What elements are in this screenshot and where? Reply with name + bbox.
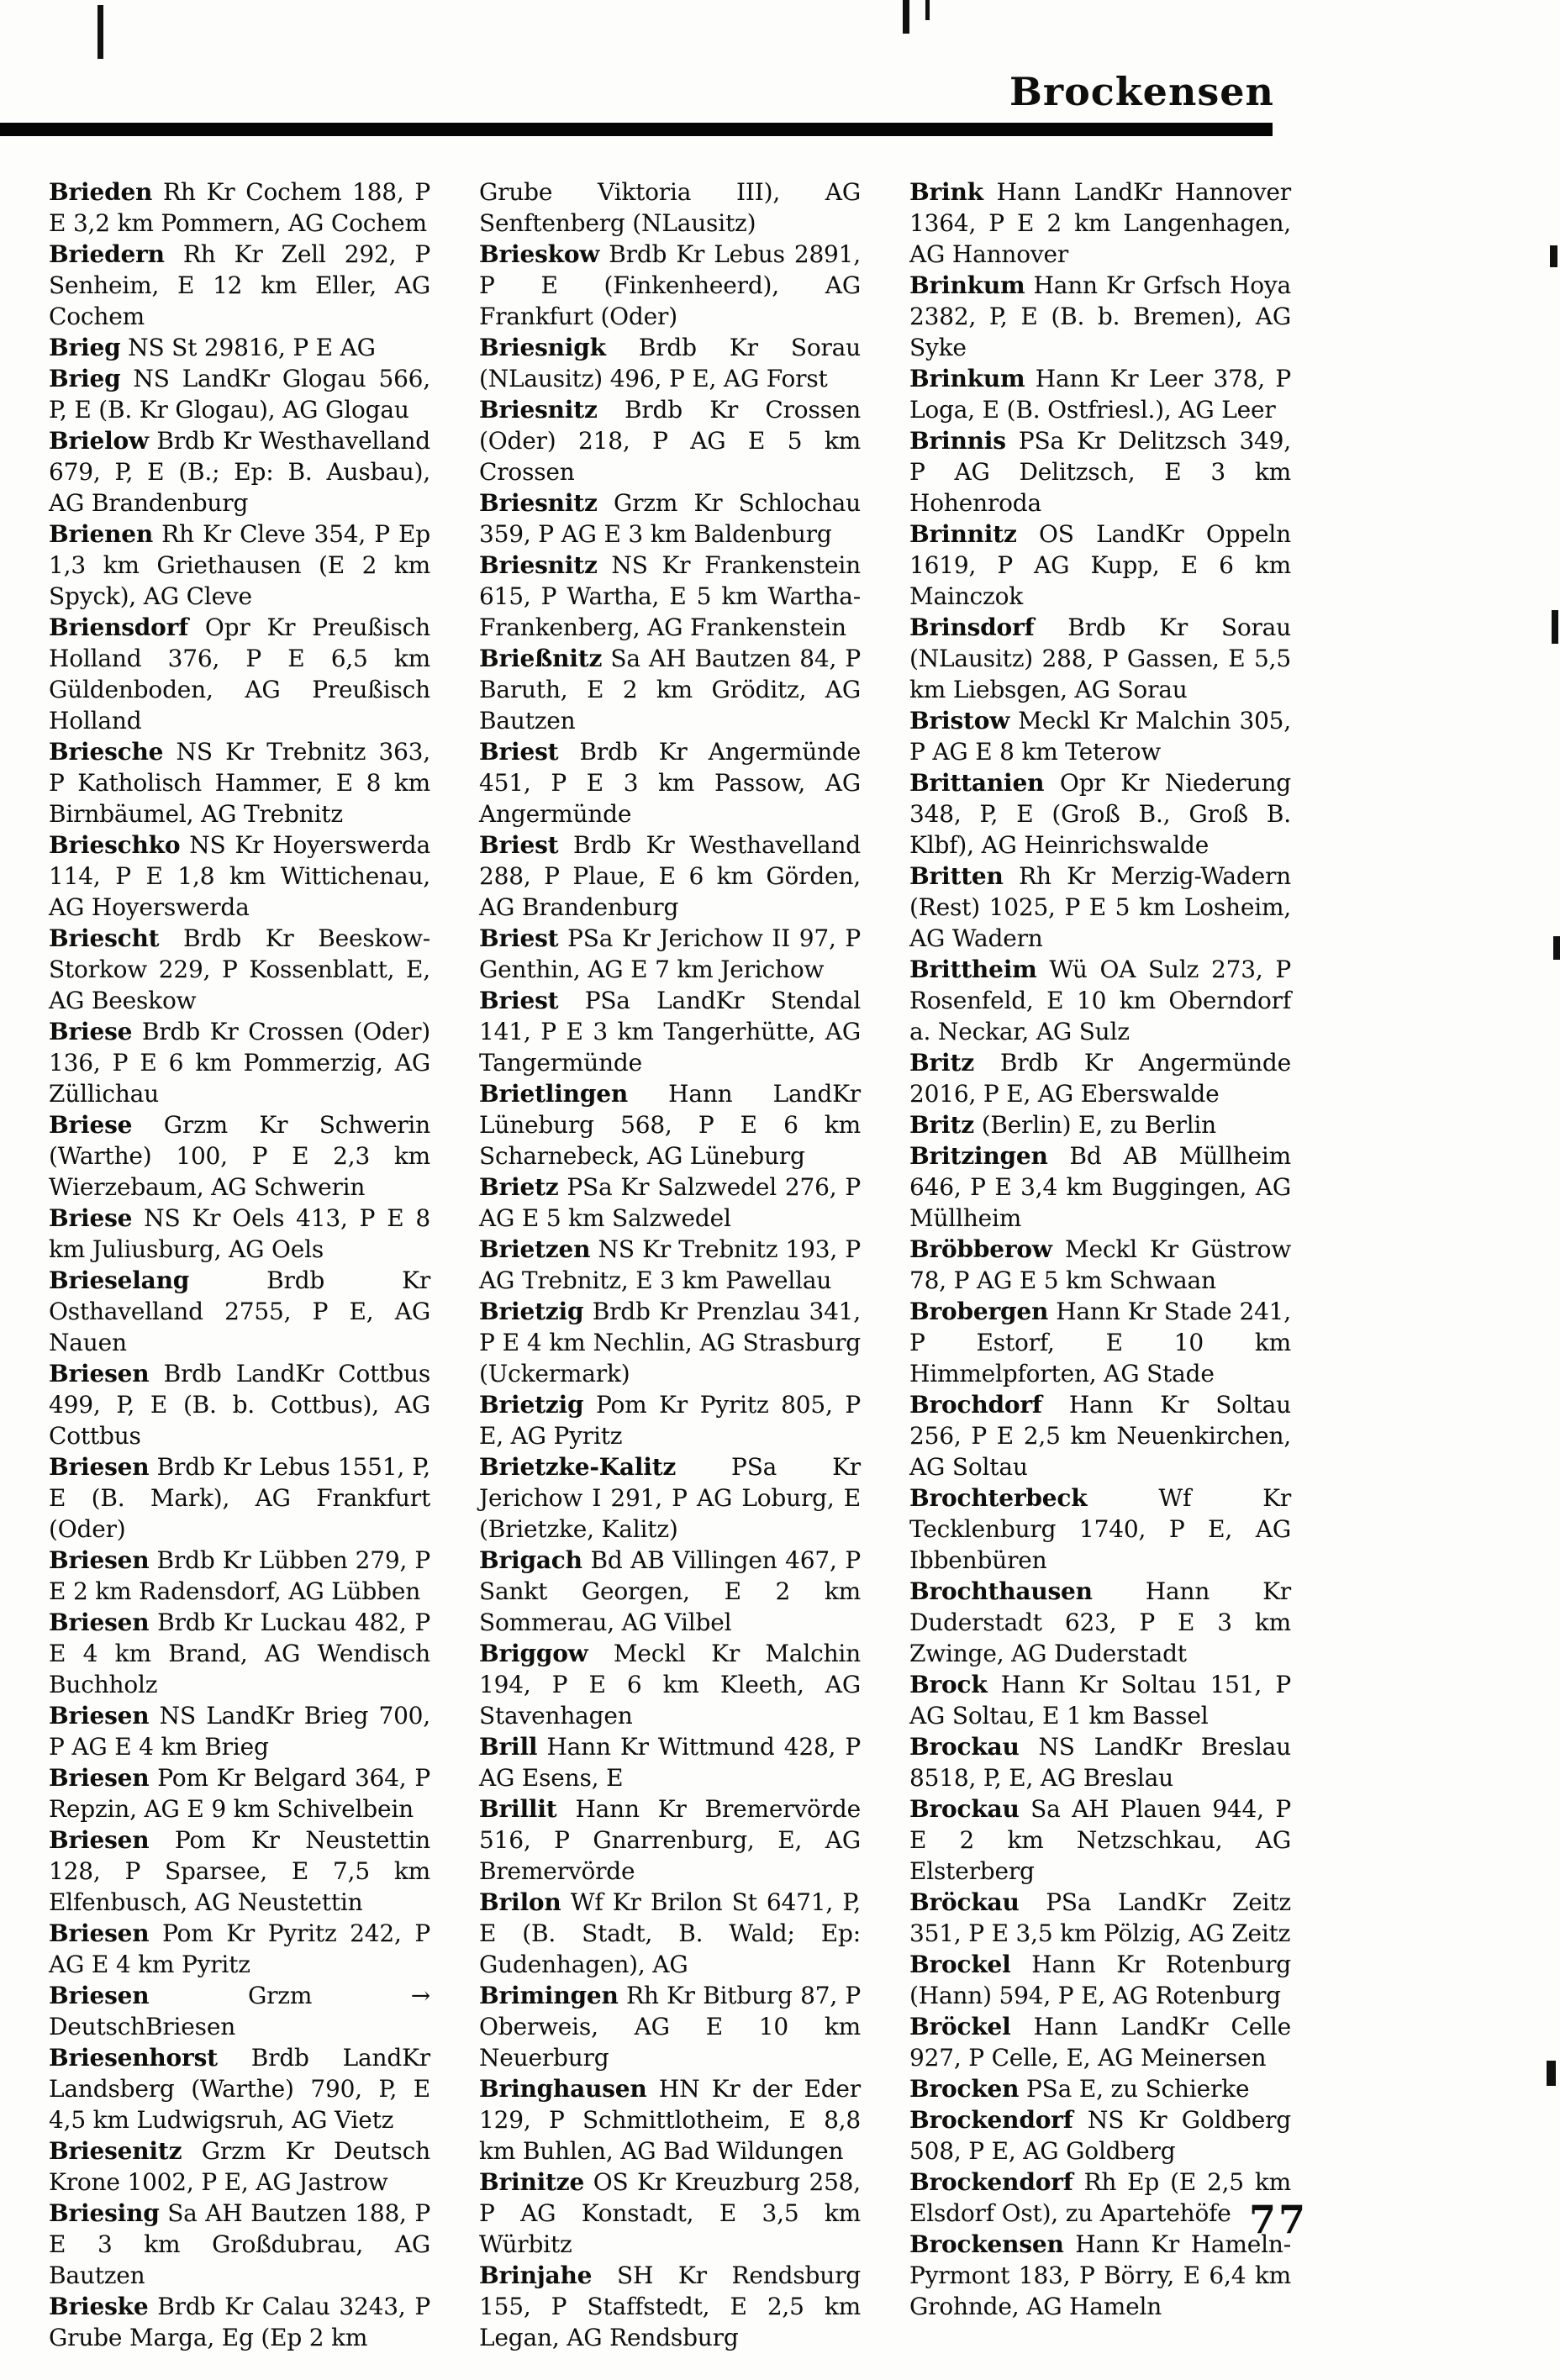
gazetteer-entry: Britz (Berlin) E, zu Berlin [909,1111,1217,1139]
entry-headword: Brinitze [479,2168,585,2196]
gazetteer-entry: Brietzig Pom Kr Pyritz 805, P E, AG Pyritz [479,1391,861,1450]
gazetteer-entry: Brill Hann Kr Wittmund 428, P AG Esens, E [479,1733,861,1792]
gazetteer-entry: Briesnitz NS Kr Frankenstein 615, P Wartha, E 5 km Wartha-Frankenberg, AG Frankenstein [479,551,861,641]
gazetteer-entry: Bristow Meckl Kr Malchin 305, P AG E 8 km Teterow [909,707,1291,766]
gazetteer-entry: Brieden Rh Kr Cochem 188, P E 3,2 km Pommern, AG Cochem [49,178,430,237]
scan-artifact [925,0,930,20]
entry-headword: Brieselang [49,1266,190,1294]
entry-headword: Bröckau [909,1888,1020,1916]
gazetteer-entry: Brockau Sa AH Plauen 944, P E 2 km Netzschkau, AG Elsterberg [909,1795,1291,1885]
entry-headword: Brochdorf [909,1391,1042,1419]
entry-headword: Britzingen [909,1142,1048,1170]
entry-headword: Brienen [49,520,153,548]
gazetteer-entry: Briese NS Kr Oels 413, P E 8 km Juliusburg, AG Oels [49,1204,430,1263]
entry-headword: Briest [479,831,559,859]
entry-headword: Brigach [479,1546,582,1574]
gazetteer-entry: Brinjahe SH Kr Rendsburg 155, P Staffstedt, E 2,5 km Legan, AG Rendsburg [479,2262,861,2351]
gazetteer-entry: Briesnitz Brdb Kr Crossen (Oder) 218, P AG E 5 km Crossen [479,396,861,486]
entry-headword: Briescht [49,924,160,952]
gazetteer-entry: Brietzen NS Kr Trebnitz 193, P AG Trebnitz, E 3 km Pawellau [479,1235,861,1294]
entry-headword: Bröbberow [909,1235,1052,1263]
gazetteer-entry: Brieg NS St 29816, P E AG [49,334,376,361]
entry-headword: Briesing [49,2199,160,2227]
header-rule [0,123,1273,136]
entry-headword: Brietzig [479,1391,584,1419]
entry-headword: Brietzen [479,1235,591,1263]
gazetteer-entry: Brock Hann Kr Soltau 151, P AG Soltau, E 1 km Bassel [909,1671,1291,1730]
entry-headword: Briesen [49,1609,150,1636]
scan-artifact [1547,2061,1556,2086]
page-number: 77 [1249,2197,1309,2242]
entry-headword: Briensdorf [49,613,189,641]
gazetteer-entry: Briesnitz Grzm Kr Schlochau 359, P AG E 3 km Baldenburg [479,489,861,548]
entry-headword: Briesenitz [49,2137,182,2165]
gazetteer-entry: Brockel Hann Kr Rotenburg (Hann) 594, P E, AG Rotenburg [909,1951,1291,2009]
gazetteer-entry: Brockensen Hann Kr Hameln-Pyrmont 183, P Börry, E 6,4 km Grohnde, AG Hameln [909,2230,1291,2320]
entry-headword: Bröckel [909,2013,1011,2040]
scan-artifact [98,5,103,59]
entry-headword: Brinsdorf [909,613,1035,641]
entry-headword: Briest [479,738,559,766]
entry-headword: Briese [49,1204,133,1232]
entry-headword: Britz [909,1111,974,1139]
entry-headword: Brinkum [909,365,1025,392]
entry-headword: Brochterbeck [909,1484,1088,1512]
entry-headword: Brockendorf [909,2106,1073,2134]
entry-headword: Briesen [49,1919,150,1947]
gazetteer-entry: Briest PSa LandKr Stendal 141, P E 3 km Tangerhütte, AG Tangermünde [479,987,861,1077]
gazetteer-entry: Bröckel Hann LandKr Celle 927, P Celle, E, AG Meinersen [909,2013,1291,2072]
gazetteer-entry: Brimingen Rh Kr Bitburg 87, P Oberweis, AG E 10 km Neuerburg [479,1982,861,2072]
gazetteer-entry: Brocken PSa E, zu Schierke [909,2075,1250,2103]
gazetteer-entry: Brinitze OS Kr Kreuzburg 258, P AG Konstadt, E 3,5 km Würbitz [479,2168,861,2258]
gazetteer-entry: Briesen Brdb Kr Luckau 482, P E 4 km Brand, AG Wendisch Buchholz [49,1609,430,1698]
gazetteer-entry: Briesenhorst Brdb LandKr Landsberg (Warthe) 790, P, E 4,5 km Ludwigsruh, AG Vietz [49,2044,430,2134]
gazetteer-entry: Briest PSa Kr Jerichow II 97, P Genthin, AG E 7 km Jerichow [479,924,861,983]
gazetteer-entry: Brinkum Hann Kr Grfsch Hoya 2382, P, E (B. b. Bremen), AG Syke [909,271,1291,361]
gazetteer-entry: Brockau NS LandKr Breslau 8518, P, E, AG Breslau [909,1733,1291,1792]
gazetteer-entry: Briesen Brdb Kr Lebus 1551, P, E (B. Mark), AG Frankfurt (Oder) [49,1453,430,1543]
gazetteer-entry: Bröckau PSa LandKr Zeitz 351, P E 3,5 km Pölzig, AG Zeitz [909,1888,1291,1947]
gazetteer-entry: Brieselang Brdb Kr Osthavelland 2755, P E, AG Nauen [49,1266,430,1356]
entry-headword: Brieschko [49,831,181,859]
entry-headword: Briesnitz [479,551,598,579]
gazetteer-entry: Briesen NS LandKr Brieg 700, P AG E 4 km Brieg [49,1702,430,1761]
gazetteer-entry: Brietzke-Kalitz PSa Kr Jerichow I 291, P AG Loburg, E (Brietzke, Kalitz) [479,1453,861,1543]
entry-headword: Briest [479,924,559,952]
gazetteer-entry: Briest Brdb Kr Angermünde 451, P E 3 km Passow, AG Angermünde [479,738,861,828]
gazetteer-entry: Brinnis PSa Kr Delitzsch 349, P AG Delitzsch, E 3 km Hohenroda [909,427,1291,517]
entry-headword: Briesnigk [479,334,606,361]
gazetteer-entry: Briescht Brdb Kr Beeskow-Storkow 229, P Kossenblatt, E, AG Beeskow [49,924,430,1014]
entry-headword: Brockel [909,1951,1011,1978]
entry-headword: Brieskow [479,240,600,268]
gazetteer-entry: Briese Grzm Kr Schwerin (Warthe) 100, P E 2,3 km Wierzebaum, AG Schwerin [49,1111,430,1201]
gazetteer-entry: Brockendorf NS Kr Goldberg 508, P E, AG Goldberg [909,2106,1291,2165]
scan-artifact [903,0,909,34]
entry-headword: Briesen [49,1702,150,1730]
entry-headword: Briest [479,987,559,1014]
gazetteer-entry: Briesen Grzm → DeutschBriesen [49,1982,430,2040]
gazetteer-entry: Briggow Meckl Kr Malchin 194, P E 6 km Kleeth, AG Stavenhagen [479,1640,861,1730]
gazetteer-entry: Briesen Pom Kr Pyritz 242, P AG E 4 km Pyritz [49,1919,430,1978]
entry-headword: Brink [909,178,983,206]
entry-headword: Briese [49,1018,133,1045]
gazetteer-entry: Britz Brdb Kr Angermünde 2016, P E, AG Eberswalde [909,1049,1291,1108]
gazetteer-entry: Briesen Pom Kr Neustettin 128, P Sparsee, E 7,5 km Elfenbusch, AG Neustettin [49,1826,430,1916]
gazetteer-entry: Brießnitz Sa AH Bautzen 84, P Baruth, E 2 km Gröditz, AG Bautzen [479,645,861,735]
gazetteer-entry: Brobergen Hann Kr Stade 241, P Estorf, E 10 km Himmelpforten, AG Stade [909,1298,1291,1387]
gazetteer-entry: Briesnigk Brdb Kr Sorau (NLausitz) 496, P E, AG Forst [479,334,861,392]
entry-headword: Briesen [49,1826,150,1854]
gazetteer-entry: Brittanien Opr Kr Niederung 348, P, E (Groß B., Groß B. Klbf), AG Heinrichswalde [909,769,1291,859]
scan-artifact [1550,245,1557,267]
gazetteer-entry: Briese Brdb Kr Crossen (Oder) 136, P E 6 km Pommerzig, AG Züllichau [49,1018,430,1108]
gazetteer-entry: Brietz PSa Kr Salzwedel 276, P AG E 5 km Salzwedel [479,1173,861,1232]
gazetteer-entry: Briesen Pom Kr Belgard 364, P Repzin, AG E 9 km Schivelbein [49,1764,430,1823]
entry-headword: Brockensen [909,2230,1064,2258]
entry-headword: Brieg [49,365,121,392]
entry-headword: Brockau [909,1795,1020,1823]
entry-headword: Brieden [49,178,153,206]
gazetteer-entry: Brink Hann LandKr Hannover 1364, P E 2 km Langenhagen, AG Hannover [909,178,1291,268]
gazetteer-entry-continuation: Grube Viktoria III), AG Senftenberg (NLausitz) [479,178,861,237]
gazetteer-entry: Brieschko NS Kr Hoyerswerda 114, P E 1,8 km Wittichenau, AG Hoyerswerda [49,831,430,921]
entry-headword: Brockendorf [909,2168,1073,2196]
entry-headword: Briesche [49,738,164,766]
gazetteer-entry: Briest Brdb Kr Westhavelland 288, P Plaue, E 6 km Görden, AG Brandenburg [479,831,861,921]
entry-headword: Bringhausen [479,2075,647,2103]
page-header-guideword: Brockensen [1009,69,1274,114]
gazetteer-entry: Brinsdorf Brdb Kr Sorau (NLausitz) 288, P Gassen, E 5,5 km Liebsgen, AG Sorau [909,613,1291,703]
gazetteer-entry: Brietlingen Hann LandKr Lüneburg 568, P E 6 km Scharnebeck, AG Lüneburg [479,1080,861,1170]
gazetteer-entry: Briensdorf Opr Kr Preußisch Holland 376, P E 6,5 km Güldenboden, AG Preußisch Holland [49,613,430,735]
gazetteer-entry: Brieskow Brdb Kr Lebus 2891, P E (Finkenheerd), AG Frankfurt (Oder) [479,240,861,330]
entry-headword: Brietz [479,1173,559,1201]
gazetteer-entry: Brinnitz OS LandKr Oppeln 1619, P AG Kupp, E 6 km Mainczok [909,520,1291,610]
column-3 [909,176,1291,2353]
entry-headword: Brietzig [479,1298,584,1325]
column-2 [479,176,861,2353]
gazetteer-entry: Briesenitz Grzm Kr Deutsch Krone 1002, P E, AG Jastrow [49,2137,430,2196]
gazetteer-entry: Brockendorf Rh Ep (E 2,5 km Elsdorf Ost), zu Apartehöfe [909,2168,1291,2227]
column-1 [49,176,430,2353]
entry-headword: Briesnitz [479,396,598,424]
entry-headword: Brock [909,1671,988,1698]
gazetteer-entry: Brochthausen Hann Kr Duderstadt 623, P E 3 km Zwinge, AG Duderstadt [909,1577,1291,1667]
entry-headword: Briesen [49,1546,150,1574]
entry-headword: Brinnitz [909,520,1017,548]
entry-headword: Brieske [49,2293,149,2320]
entry-headword: Briggow [479,1640,588,1667]
gazetteer-entry: Brienen Rh Kr Cleve 354, P Ep 1,3 km Griethausen (E 2 km Spyck), AG Cleve [49,520,430,610]
entry-headword: Briese [49,1111,133,1139]
entry-headword: Briesen [49,1764,150,1792]
entry-headword: Brillit [479,1795,557,1823]
gazetteer-entry: Brielow Brdb Kr Westhavelland 679, P, E (B.; Ep: B. Ausbau), AG Brandenburg [49,427,430,517]
entry-headword: Brochthausen [909,1577,1093,1605]
entry-headword: Brinjahe [479,2262,593,2289]
entry-headword: Brietlingen [479,1080,628,1108]
entry-headword: Brocken [909,2075,1020,2103]
gazetteer-entry: Brochterbeck Wf Kr Tecklenburg 1740, P E, AG Ibbenbüren [909,1484,1291,1574]
entry-headword: Britz [909,1049,974,1077]
entry-headword: Brieg [49,334,121,361]
gazetteer-entry: Bröbberow Meckl Kr Güstrow 78, P AG E 5 km Schwaan [909,1235,1291,1294]
entry-headword: Briesen [49,1453,150,1481]
entry-headword: Brielow [49,427,149,455]
gazetteer-entry: Brillit Hann Kr Bremervörde 516, P Gnarrenburg, E, AG Bremervörde [479,1795,861,1885]
gazetteer-entry: Britten Rh Kr Merzig-Wadern (Rest) 1025, P E 5 km Losheim, AG Wadern [909,862,1291,952]
text-columns [49,176,1291,2353]
entry-headword: Brießnitz [479,645,603,672]
entry-headword: Brill [479,1733,538,1761]
gazetteer-entry: Brochdorf Hann Kr Soltau 256, P E 2,5 km Neuenkirchen, AG Soltau [909,1391,1291,1481]
gazetteer-entry: Brittheim Wü OA Sulz 273, P Rosenfeld, E 10 km Oberndorf a. Neckar, AG Sulz [909,956,1291,1045]
gazetteer-entry: Brieg NS LandKr Glogau 566, P, E (B. Kr Glogau), AG Glogau [49,365,430,424]
gazetteer-entry: Briesen Brdb LandKr Cottbus 499, P, E (B. b. Cottbus), AG Cottbus [49,1360,430,1450]
gazetteer-entry: Brinkum Hann Kr Leer 378, P Loga, E (B. Ostfriesl.), AG Leer [909,365,1291,424]
entry-headword: Brimingen [479,1982,619,2009]
entry-headword: Britten [909,862,1004,890]
entry-headword: Briesen [49,1982,150,2009]
entry-headword: Bristow [909,707,1010,735]
gazetteer-entry: Brigach Bd AB Villingen 467, P Sankt Georgen, E 2 km Sommerau, AG Vilbel [479,1546,861,1636]
entry-headword: Brockau [909,1733,1020,1761]
entry-headword: Briesenhorst [49,2044,218,2072]
gazetteer-entry: Brietzig Brdb Kr Prenzlau 341, P E 4 km Nechlin, AG Strasburg (Uckermark) [479,1298,861,1387]
scan-artifact [1553,936,1560,960]
gazetteer-entry: Brilon Wf Kr Brilon St 6471, P, E (B. Stadt, B. Wald; Ep: Gudenhagen), AG [479,1888,861,1978]
gazetteer-entry: Briesing Sa AH Bautzen 188, P E 3 km Großdubrau, AG Bautzen [49,2199,430,2289]
entry-headword: Briesen [49,1360,150,1387]
gazetteer-entry: Briedern Rh Kr Zell 292, P Senheim, E 12 km Eller, AG Cochem [49,240,430,330]
entry-headword: Brobergen [909,1298,1049,1325]
entry-headword: Brinnis [909,427,1006,455]
gazetteer-entry: Britzingen Bd AB Müllheim 646, P E 3,4 km Buggingen, AG Müllheim [909,1142,1291,1232]
gazetteer-entry: Brieske Brdb Kr Calau 3243, P Grube Marga, Eg (Ep 2 km [49,2293,430,2351]
gazetteer-entry: Bringhausen HN Kr der Eder 129, P Schmittlotheim, E 8,8 km Buhlen, AG Bad Wildungen [479,2075,861,2165]
gazetteer-entry: Briesche NS Kr Trebnitz 363, P Katholisch Hammer, E 8 km Birnbäumel, AG Trebnitz [49,738,430,828]
entry-headword: Brilon [479,1888,561,1916]
entry-headword: Brittheim [909,956,1037,983]
entry-headword: Briesnitz [479,489,598,517]
entry-headword: Briedern [49,240,165,268]
entry-headword: Brinkum [909,271,1025,299]
scan-artifact [1552,610,1558,644]
entry-headword: Brittanien [909,769,1045,797]
entry-headword: Brietzke-Kalitz [479,1453,677,1481]
gazetteer-entry: Briesen Brdb Kr Lübben 279, P E 2 km Radensdorf, AG Lübben [49,1546,430,1605]
